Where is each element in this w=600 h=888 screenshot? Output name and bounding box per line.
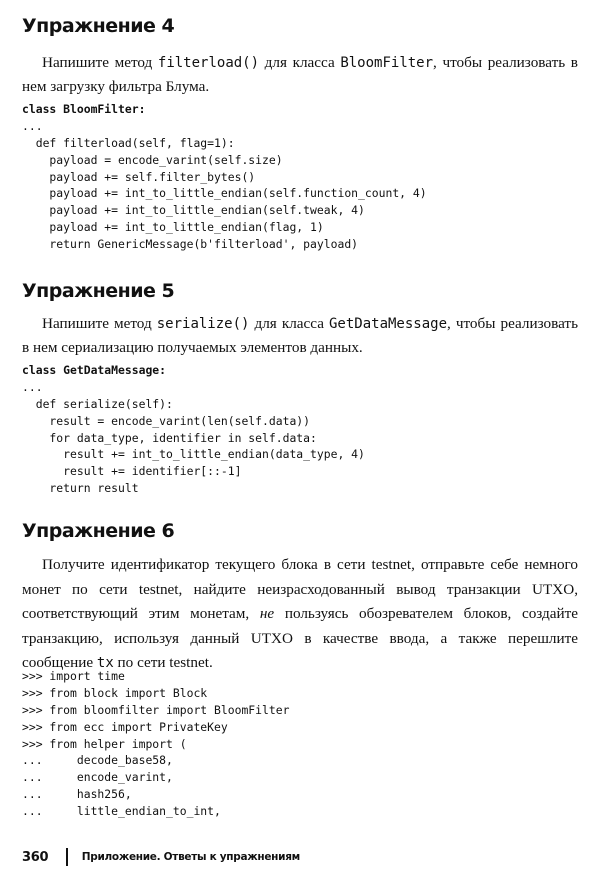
code-line: result += identifier[::-1] xyxy=(22,464,242,479)
code-line: def serialize(self): xyxy=(22,396,173,411)
code-line: payload += int_to_little_endian(flag, 1) xyxy=(22,220,324,235)
code-line: return GenericMessage(b'filterload', payload) xyxy=(22,237,359,252)
code-line: ... xyxy=(22,379,43,394)
exercise-5-code xyxy=(22,362,365,497)
footer-divider xyxy=(66,848,68,866)
page-number: 360 xyxy=(22,849,49,865)
exercise-4-code xyxy=(22,101,427,253)
code-line: ... xyxy=(22,118,43,133)
code-line: payload = encode_varint(self.size) xyxy=(22,152,283,167)
code-line: >>> from block import Block xyxy=(22,685,208,700)
code-line: payload += int_to_little_endian(self.function_count, 4) xyxy=(22,186,427,201)
code-line: payload += int_to_little_endian(self.tweak, 4) xyxy=(22,203,365,218)
code-line: >>> from bloomfilter import BloomFilter xyxy=(22,702,290,717)
exercise-5-text: Напишите метод serialize() для класса GetDataMessage, чтобы реализовать в нем сериализацию получаемых элементов данных. xyxy=(22,315,578,356)
exercise-6-heading: Упражнение 6 xyxy=(22,520,175,542)
code-line: >>> import time xyxy=(22,669,125,683)
code-line: class BloomFilter: xyxy=(22,102,146,116)
code-line: payload += self.filter_bytes() xyxy=(22,169,256,184)
exercise-6-text: Получите идентификатор текущего блока в сети testnet, отправьте себе немного монет по сети testnet, найдите неизрасходованный вывод транзакции UTXO, соответствующий этим монетам, не пользуясь обозревателем блоков, создайте транзакцию, используя данный UTXO в качестве ввода, а также перешлите сообщение tx по сети testnet. xyxy=(22,556,578,671)
code-line: ... decode_base58, xyxy=(22,753,173,768)
code-line: ... encode_varint, xyxy=(22,770,173,785)
exercise-6-code xyxy=(22,668,289,820)
running-title: Приложение. Ответы к упражнениям xyxy=(81,851,300,863)
code-line: result = encode_varint(len(self.data)) xyxy=(22,413,311,428)
exercise-4-heading: Упражнение 4 xyxy=(22,15,175,37)
code-line: ... little_endian_to_int, xyxy=(22,804,221,819)
code-line: ... hash256, xyxy=(22,787,132,802)
page-footer xyxy=(22,847,300,867)
code-line: >>> from helper import ( xyxy=(22,736,187,751)
code-line: result += int_to_little_endian(data_type, 4) xyxy=(22,447,365,462)
code-line: def filterload(self, flag=1): xyxy=(22,135,235,150)
code-line: return result xyxy=(22,481,139,496)
exercise-4-text: Напишите метод filterload() для класса BloomFilter, чтобы реализовать в нем загрузку фильтра Блума. xyxy=(22,54,578,95)
code-line: class GetDataMessage: xyxy=(22,363,167,377)
code-line: for data_type, identifier in self.data: xyxy=(22,430,317,445)
code-line: >>> from ecc import PrivateKey xyxy=(22,719,228,734)
exercise-5-heading: Упражнение 5 xyxy=(22,280,175,302)
